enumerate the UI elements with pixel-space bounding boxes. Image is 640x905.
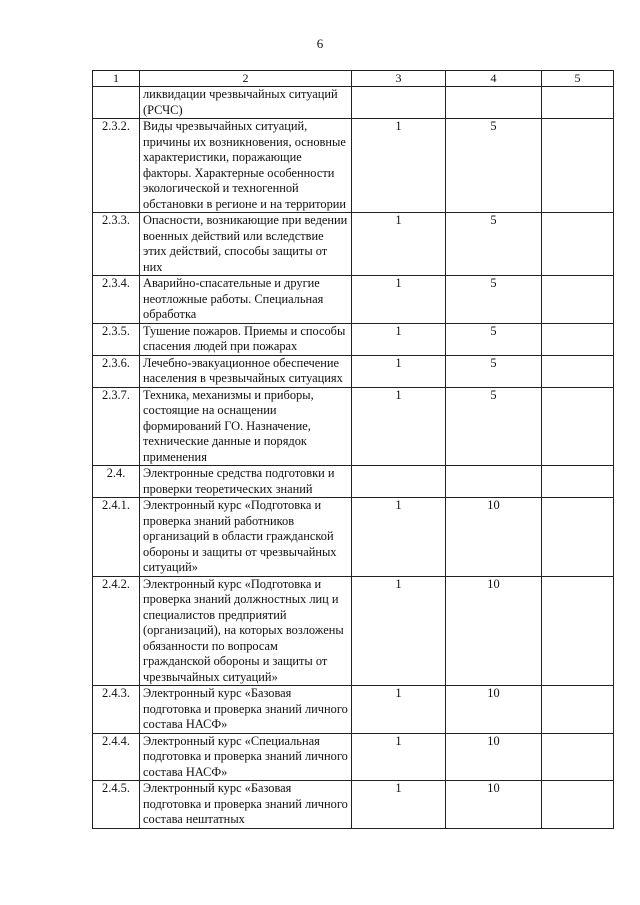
table-row	[93, 276, 614, 324]
row-number: 2.4.5.	[93, 781, 140, 829]
row-value-col4	[446, 466, 542, 498]
row-title: Электронный курс «Подготовка и проверка знаний работников организаций в области гражданской обороны и защиты от чрезвычайных ситуаций»	[140, 498, 352, 577]
row-number	[93, 87, 140, 119]
row-value-col3: 1	[352, 498, 446, 577]
column-header: 5	[542, 71, 614, 87]
row-title: Лечебно-эвакуационное обеспечение населения в чрезвычайных ситуациях	[140, 355, 352, 387]
row-value-col4: 5	[446, 119, 542, 213]
row-value-col5	[542, 276, 614, 324]
row-number: 2.3.5.	[93, 323, 140, 355]
row-value-col4: 5	[446, 355, 542, 387]
row-value-col4: 10	[446, 733, 542, 781]
table-row	[93, 119, 614, 213]
row-value-col3: 1	[352, 576, 446, 686]
row-value-col3: 1	[352, 213, 446, 276]
table-row	[93, 387, 614, 466]
row-value-col4: 5	[446, 276, 542, 324]
row-value-col3: 1	[352, 387, 446, 466]
row-title: Виды чрезвычайных ситуаций, причины их возникновения, основные характеристики, поражающие факторы. Характерные особенности экологической и техногенной обстановки в регионе и на территории	[140, 119, 352, 213]
row-value-col4: 5	[446, 213, 542, 276]
row-number: 2.4.4.	[93, 733, 140, 781]
row-value-col3: 1	[352, 119, 446, 213]
row-value-col5	[542, 466, 614, 498]
row-number: 2.3.6.	[93, 355, 140, 387]
row-value-col3: 1	[352, 686, 446, 734]
row-title: Электронный курс «Базовая подготовка и проверка знаний личного состава НАСФ»	[140, 686, 352, 734]
table-row	[93, 686, 614, 734]
header-row	[93, 71, 614, 87]
row-number: 2.4.	[93, 466, 140, 498]
column-header: 2	[140, 71, 352, 87]
row-value-col5	[542, 355, 614, 387]
row-title: Электронный курс «Специальная подготовка и проверка знаний личного состава НАСФ»	[140, 733, 352, 781]
table-row	[93, 466, 614, 498]
row-value-col4: 5	[446, 323, 542, 355]
row-number: 2.3.4.	[93, 276, 140, 324]
row-value-col5	[542, 498, 614, 577]
row-value-col4: 10	[446, 686, 542, 734]
row-value-col5	[542, 213, 614, 276]
table-row	[93, 781, 614, 829]
column-header: 4	[446, 71, 542, 87]
row-number: 2.4.1.	[93, 498, 140, 577]
table-row	[93, 323, 614, 355]
row-value-col4: 10	[446, 498, 542, 577]
row-number: 2.3.3.	[93, 213, 140, 276]
table-row	[93, 87, 614, 119]
row-number: 2.3.7.	[93, 387, 140, 466]
row-value-col3: 1	[352, 323, 446, 355]
row-title: Электронный курс «Подготовка и проверка знаний должностных лиц и специалистов предприятий (организаций), на которых возложены обязанности по вопросам гражданской обороны и защиты от чрезвычайных ситуаций»	[140, 576, 352, 686]
table-row	[93, 498, 614, 577]
row-value-col3: 1	[352, 781, 446, 829]
row-value-col4: 5	[446, 387, 542, 466]
curriculum-table	[92, 70, 614, 829]
row-title: ликвидации чрезвычайных ситуаций (РСЧС)	[140, 87, 352, 119]
row-value-col5	[542, 576, 614, 686]
row-number: 2.4.3.	[93, 686, 140, 734]
row-value-col4: 10	[446, 576, 542, 686]
row-value-col5	[542, 781, 614, 829]
row-title: Техника, механизмы и приборы, состоящие на оснащении формирований ГО. Назначение, технические данные и порядок применения	[140, 387, 352, 466]
row-number: 2.3.2.	[93, 119, 140, 213]
row-value-col5	[542, 323, 614, 355]
row-title: Электронные средства подготовки и проверки теоретических знаний	[140, 466, 352, 498]
row-value-col4	[446, 87, 542, 119]
row-value-col3: 1	[352, 355, 446, 387]
table-row	[93, 355, 614, 387]
row-value-col5	[542, 733, 614, 781]
page-number: 6	[316, 36, 324, 51]
row-title: Опасности, возникающие при ведении военных действий или вследствие этих действий, способы защиты от них	[140, 213, 352, 276]
row-value-col5	[542, 686, 614, 734]
row-value-col3	[352, 87, 446, 119]
row-title: Аварийно-спасательные и другие неотложные работы. Специальная обработка	[140, 276, 352, 324]
row-value-col5	[542, 387, 614, 466]
row-number: 2.4.2.	[93, 576, 140, 686]
table-row	[93, 213, 614, 276]
row-value-col3: 1	[352, 733, 446, 781]
row-value-col3	[352, 466, 446, 498]
row-value-col3: 1	[352, 276, 446, 324]
row-value-col5	[542, 119, 614, 213]
row-value-col5	[542, 87, 614, 119]
column-header: 3	[352, 71, 446, 87]
table-row	[93, 733, 614, 781]
row-value-col4: 10	[446, 781, 542, 829]
row-title: Электронный курс «Базовая подготовка и проверка знаний личного состава нештатных	[140, 781, 352, 829]
table-row	[93, 576, 614, 686]
column-header: 1	[93, 71, 140, 87]
row-title: Тушение пожаров. Приемы и способы спасения людей при пожарах	[140, 323, 352, 355]
